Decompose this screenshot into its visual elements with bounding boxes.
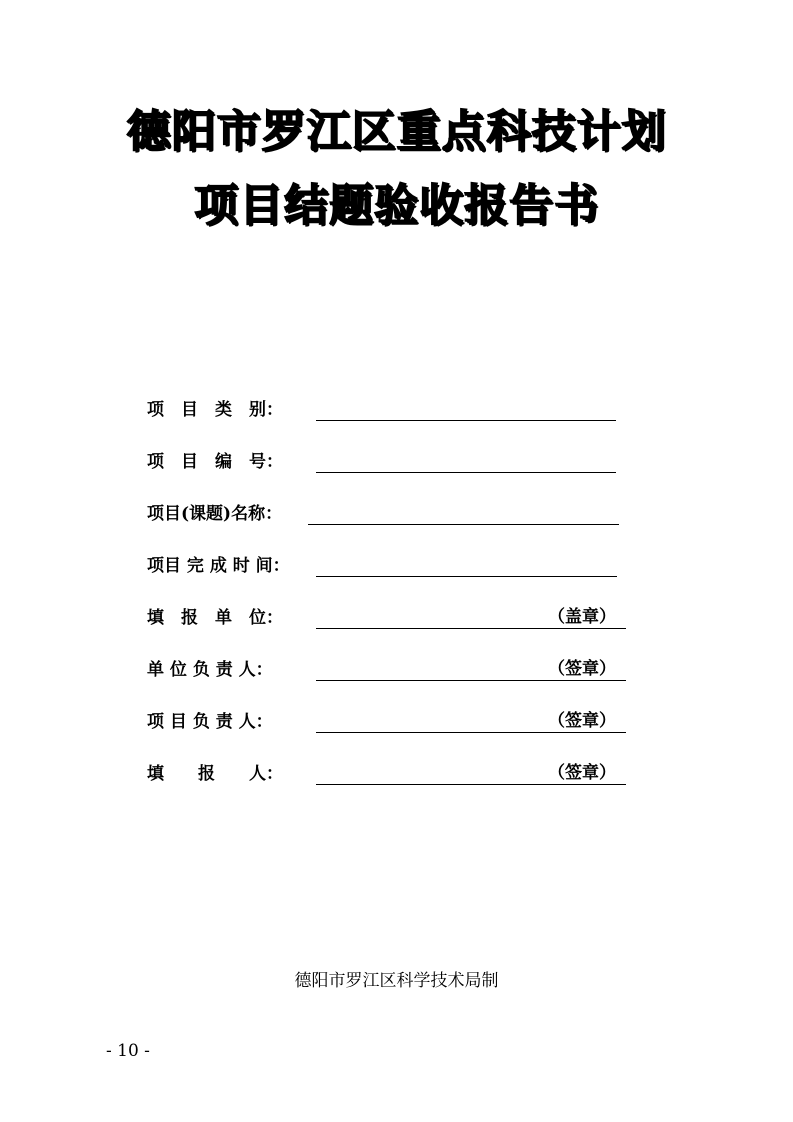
field-reporting-unit	[0, 604, 793, 634]
document-title-line-2: 项目结题验收报告书	[194, 180, 599, 231]
signature-note: （签章）	[548, 763, 616, 783]
seal-note: （盖章）	[548, 607, 616, 627]
fill-in-line[interactable]	[316, 628, 626, 629]
field-completion-time	[0, 552, 793, 582]
field-filled-by	[0, 760, 793, 790]
field-project-leader	[0, 708, 793, 738]
field-project-number	[0, 448, 793, 478]
page-number: - 10 -	[106, 1041, 150, 1061]
signature-note: （签章）	[548, 659, 616, 679]
fill-in-line[interactable]	[316, 680, 626, 681]
field-label: 项 目 类 别：	[147, 400, 283, 420]
field-label: 项目 完 成 时 间：	[147, 556, 290, 576]
field-label: 项目(课题)名称：	[147, 504, 283, 524]
fill-in-line[interactable]	[316, 784, 626, 785]
field-label: 填 报 人：	[147, 764, 283, 784]
fill-in-line[interactable]	[308, 524, 619, 525]
fill-in-line[interactable]	[316, 576, 617, 577]
field-project-category	[0, 396, 793, 426]
field-unit-head	[0, 656, 793, 686]
field-project-name	[0, 500, 793, 530]
field-label: 项 目 负 责 人：	[147, 712, 273, 732]
issuing-authority: 德阳市罗江区科学技术局制	[294, 971, 499, 991]
document-title-line-1: 德阳市罗江区重点科技计划	[126, 106, 667, 157]
signature-note: （签章）	[548, 711, 616, 731]
field-label: 单 位 负 责 人：	[147, 660, 273, 680]
fill-in-line[interactable]	[316, 472, 616, 473]
fill-in-line[interactable]	[316, 732, 626, 733]
fill-in-line[interactable]	[316, 420, 616, 421]
field-label: 填 报 单 位：	[147, 608, 283, 628]
field-label: 项 目 编 号：	[147, 452, 283, 472]
